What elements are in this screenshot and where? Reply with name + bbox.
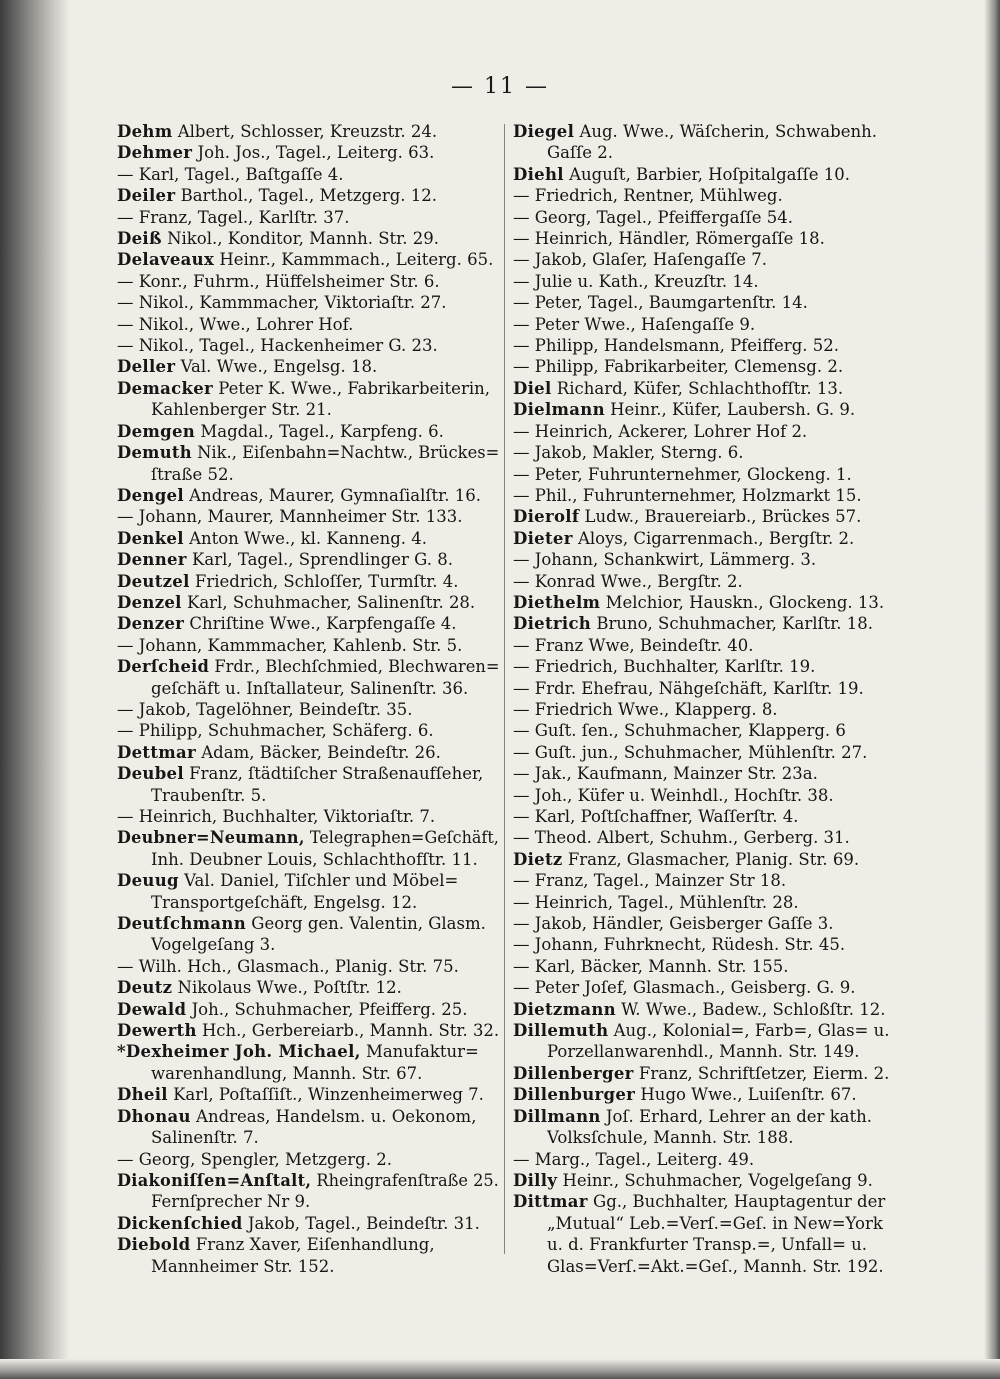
- directory-entry: [117, 827, 499, 848]
- entry-details: Magdal., Tagel., Karpfeng. 6.: [200, 421, 444, 441]
- entry-details: — Johann, Fuhrknecht, Rüdesh. Str. 45.: [513, 935, 846, 955]
- directory-entry: [117, 1213, 499, 1234]
- directory-entry: [513, 1256, 895, 1277]
- entry-details: — Jak., Kaufmann, Mainzer Str. 23a.: [513, 764, 818, 784]
- entry-details: Val. Wwe., Engelsg. 18.: [180, 357, 378, 377]
- directory-entry: [513, 356, 895, 377]
- entry-surname: Dietrich: [513, 614, 592, 634]
- directory-entry: [117, 699, 499, 720]
- entry-details: — Peter, Fuhrunternehmer, Glockeng. 1.: [513, 464, 852, 484]
- entry-details: Heinr., Kammmach., Leiterg. 65.: [219, 250, 494, 270]
- entry-details: Gg., Buchhalter, Hauptagentur der: [593, 1192, 886, 1212]
- directory-entry: [513, 378, 895, 399]
- entry-details: — Franz Wwe, Beindeſtr. 40.: [513, 635, 754, 655]
- page-right-edge: [984, 0, 1000, 1379]
- entry-details: Adam, Bäcker, Beindeſtr. 26.: [201, 742, 441, 762]
- directory-entry: [117, 1063, 499, 1084]
- entry-surname: Dettmar: [117, 742, 196, 762]
- directory-entry: [513, 1127, 895, 1148]
- entry-details: — Johann, Kammmacher, Kahlenb. Str. 5.: [117, 635, 463, 655]
- entry-details: — Konrad Wwe., Bergſtr. 2.: [513, 571, 743, 591]
- entry-details: Frdr., Blechſchmied, Blechwaren=: [214, 657, 500, 677]
- entry-details: Mannheimer Str. 152.: [151, 1256, 335, 1276]
- book-spine-shadow: [0, 0, 70, 1379]
- directory-entry: [513, 571, 895, 592]
- entry-details: Traubenſtr. 5.: [151, 785, 267, 805]
- directory-entry: [117, 870, 499, 891]
- entry-surname: Deutz: [117, 978, 173, 998]
- entry-details: Bruno, Schuhmacher, Karlſtr. 18.: [596, 614, 874, 634]
- entry-surname: Dielmann: [513, 400, 605, 420]
- entry-details: Auguſt, Barbier, Hoſpitalgaſſe 10.: [569, 164, 850, 184]
- entry-details: Fernſprecher Nr 9.: [151, 1192, 311, 1212]
- directory-entry: [117, 356, 499, 377]
- directory-entry: [117, 635, 499, 656]
- directory-entry: [513, 892, 895, 913]
- directory-entry: [513, 421, 895, 442]
- directory-entry: [513, 742, 895, 763]
- entry-surname: Dheil: [117, 1085, 168, 1105]
- directory-entry: [513, 528, 895, 549]
- entry-details: Val. Daniel, Tiſchler und Möbel=: [184, 871, 459, 891]
- directory-entry: [513, 1170, 895, 1191]
- directory-entry: [117, 314, 499, 335]
- entry-details: Vogelgeſang 3.: [151, 935, 276, 955]
- directory-entry: [117, 228, 499, 249]
- directory-entry: [513, 228, 895, 249]
- entry-surname: Dittmar: [513, 1192, 588, 1212]
- entry-surname: Demgen: [117, 421, 196, 441]
- entry-details: — Peter Wwe., Haſengaſſe 9.: [513, 314, 756, 334]
- entry-details: Jakob, Tagel., Beindeſtr. 31.: [247, 1213, 480, 1233]
- entry-details: Peter K. Wwe., Fabrikarbeiterin,: [218, 378, 490, 398]
- entry-details: Franz, Schriftſetzer, Eierm. 2.: [638, 1063, 890, 1083]
- directory-entry: [117, 720, 499, 741]
- directory-entry: [117, 849, 499, 870]
- entry-surname: *Dexheimer Joh. Michael,: [117, 1042, 361, 1062]
- entry-details: Franz Xaver, Eiſenhandlung,: [195, 1235, 435, 1255]
- directory-entry: [117, 399, 499, 420]
- entry-details: geſchäft u. Inſtallateur, Salinenſtr. 36.: [151, 678, 469, 698]
- directory-entry: [513, 485, 895, 506]
- directory-entry: [513, 763, 895, 784]
- directory-entry: [513, 335, 895, 356]
- entry-details: u. d. Frankfurter Transp.=, Unfall= u.: [547, 1235, 868, 1255]
- directory-entry: [117, 763, 499, 784]
- directory-entry: [513, 977, 895, 998]
- directory-entry: [117, 592, 499, 613]
- directory-entry: [117, 934, 499, 955]
- entry-details: Karl, Schuhmacher, Salinenſtr. 28.: [187, 592, 476, 612]
- entry-details: — Karl, Poſtſchaffner, Waſſerſtr. 4.: [513, 807, 799, 826]
- entry-surname: Deller: [117, 357, 176, 377]
- directory-entry: [513, 827, 895, 848]
- entry-details: — Jakob, Glaſer, Haſengaſſe 7.: [513, 250, 768, 270]
- directory-entry: [117, 421, 499, 442]
- directory-entry: [513, 656, 895, 677]
- entry-surname: Deutzel: [117, 571, 190, 591]
- entry-details: — Guſt. jun., Schuhmacher, Mühlenſtr. 27.: [513, 742, 868, 762]
- entry-surname: Dewald: [117, 999, 187, 1019]
- entry-details: „Mutual“ Leb.=Verſ.=Geſ. in New=York: [547, 1213, 883, 1233]
- directory-entry: [117, 956, 499, 977]
- right-column: [513, 121, 895, 1277]
- directory-entry: [117, 485, 499, 506]
- entry-details: — Joh., Küfer u. Weinhdl., Hochſtr. 38.: [513, 785, 834, 805]
- entry-surname: Deubel: [117, 764, 184, 784]
- entry-surname: Demacker: [117, 378, 214, 398]
- entry-details: — Friedrich, Buchhalter, Karlſtr. 19.: [513, 657, 816, 677]
- entry-details: Salinenſtr. 7.: [151, 1128, 259, 1148]
- entry-surname: Dengel: [117, 485, 184, 505]
- entry-details: — Heinrich, Händler, Römergaſſe 18.: [513, 229, 825, 249]
- entry-surname: Denzer: [117, 614, 185, 634]
- entry-details: Glas=Verſ.=Akt.=Geſ., Mannh. Str. 192.: [547, 1256, 884, 1276]
- entry-details: Heinr., Schuhmacher, Vogelgeſang 9.: [562, 1170, 873, 1190]
- directory-entry: [513, 1063, 895, 1084]
- entry-details: Anton Wwe., kl. Kanneng. 4.: [189, 528, 427, 548]
- directory-entry: [117, 142, 499, 163]
- entry-details: — Phil., Fuhrunternehmer, Holzmarkt 15.: [513, 485, 862, 505]
- entry-details: Aloys, Cigarrenmach., Bergſtr. 2.: [577, 528, 855, 548]
- entry-details: Transportgeſchäft, Engelsg. 12.: [151, 892, 418, 912]
- entry-details: — Jakob, Makler, Sterng. 6.: [513, 443, 744, 463]
- directory-entry: [513, 292, 895, 313]
- directory-entry: [513, 314, 895, 335]
- entry-surname: Derſcheid: [117, 657, 210, 677]
- entry-details: — Wilh. Hch., Glasmach., Planig. Str. 75.: [117, 956, 459, 976]
- entry-details: — Georg, Spengler, Metzgerg. 2.: [117, 1149, 392, 1169]
- entry-details: Hugo Wwe., Luiſenſtr. 67.: [640, 1085, 857, 1105]
- directory-entry: [513, 785, 895, 806]
- directory-entry: [513, 1084, 895, 1105]
- entry-details: — Frdr. Ehefrau, Nähgeſchäft, Karlſtr. 19.: [513, 678, 864, 698]
- entry-surname: Dietz: [513, 849, 563, 869]
- entry-details: Aug. Wwe., Wäſcherin, Schwabenh.: [579, 122, 877, 141]
- directory-entry: [513, 870, 895, 891]
- directory-entry: [117, 207, 499, 228]
- entry-details: Porzellanwarenhdl., Mannh. Str. 149.: [547, 1042, 860, 1062]
- directory-entry: [117, 1127, 499, 1148]
- entry-details: — Jakob, Tagelöhner, Beindeſtr. 35.: [117, 699, 413, 719]
- directory-entry: [513, 442, 895, 463]
- entry-surname: Deutſchmann: [117, 914, 247, 934]
- directory-entry: [513, 913, 895, 934]
- entry-details: Andreas, Maurer, Gymnaſialſtr. 16.: [189, 485, 481, 505]
- directory-entry: [117, 977, 499, 998]
- directory-entry: [117, 1234, 499, 1255]
- entry-surname: Dillemuth: [513, 1021, 609, 1041]
- entry-details: — Peter Joſef, Glasmach., Geisberg. G. 9.: [513, 978, 856, 998]
- entry-surname: Deiß: [117, 229, 162, 249]
- entry-details: — Philipp, Schuhmacher, Schäferg. 6.: [117, 721, 434, 741]
- entry-details: Barthol., Tagel., Metzgerg. 12.: [180, 186, 438, 206]
- entry-surname: Diegel: [513, 122, 575, 141]
- entry-surname: Delaveaux: [117, 250, 215, 270]
- entry-details: — Heinrich, Tagel., Mühlenſtr. 28.: [513, 892, 799, 912]
- entry-surname: Diakoniſſen=Anſtalt,: [117, 1170, 312, 1190]
- entry-details: — Philipp, Fabrikarbeiter, Clemensg. 2.: [513, 357, 844, 377]
- page-bottom-edge: [0, 1359, 1000, 1379]
- entry-details: Joh. Jos., Tagel., Leiterg. 63.: [197, 143, 435, 163]
- directory-entry: [117, 1191, 499, 1212]
- entry-details: Heinr., Küfer, Laubersh. G. 9.: [610, 400, 856, 420]
- entry-details: — Nikol., Tagel., Hackenheimer G. 23.: [117, 336, 438, 356]
- entry-details: W. Wwe., Badew., Schloßſtr. 12.: [621, 999, 886, 1019]
- entry-surname: Deubner=Neumann,: [117, 828, 305, 848]
- directory-entry: [117, 892, 499, 913]
- directory-entry: [117, 806, 499, 827]
- entry-details: — Jakob, Händler, Geisberger Gaſſe 3.: [513, 914, 834, 934]
- entry-surname: Dillenberger: [513, 1063, 634, 1083]
- entry-surname: Demuth: [117, 443, 192, 463]
- directory-entry: [513, 185, 895, 206]
- entry-details: Gaſſe 2.: [547, 143, 613, 163]
- directory-entry: [117, 528, 499, 549]
- directory-entry: [513, 142, 895, 163]
- directory-entry: [117, 464, 499, 485]
- directory-entry: [513, 1234, 895, 1255]
- directory-entry: [513, 956, 895, 977]
- entry-details: — Johann, Schankwirt, Lämmerg. 3.: [513, 550, 817, 570]
- entry-details: — Theod. Albert, Schuhm., Gerberg. 31.: [513, 828, 850, 848]
- directory-entry: [513, 207, 895, 228]
- directory-entry: [117, 1106, 499, 1127]
- directory-entry: [117, 678, 499, 699]
- directory-entry: [513, 934, 895, 955]
- directory-entry: [117, 1170, 499, 1191]
- directory-entry: [117, 785, 499, 806]
- left-column: [117, 121, 499, 1277]
- entry-surname: Dieter: [513, 528, 573, 548]
- entry-details: Karl, Poſtaſſiſt., Winzenheimerweg 7.: [173, 1085, 484, 1105]
- directory-entry: [513, 549, 895, 570]
- entry-details: — Georg, Tagel., Pfeiffergaſſe 54.: [513, 207, 793, 227]
- directory-entry: [513, 678, 895, 699]
- directory-entry: [117, 506, 499, 527]
- column-divider: [504, 124, 505, 1254]
- entry-surname: Diethelm: [513, 592, 601, 612]
- entry-details: Volksſchule, Mannh. Str. 188.: [547, 1128, 794, 1148]
- directory-entry: [513, 613, 895, 634]
- entry-surname: Dewerth: [117, 1021, 197, 1041]
- entry-details: — Franz, Tagel., Mainzer Str 18.: [513, 871, 787, 891]
- entry-surname: Dilly: [513, 1170, 558, 1190]
- entry-details: Franz, Glasmacher, Planig. Str. 69.: [567, 849, 860, 869]
- directory-entry: [117, 1256, 499, 1277]
- entry-details: — Karl, Tagel., Baſtgaſſe 4.: [117, 164, 344, 184]
- directory-entry: [513, 121, 895, 142]
- directory-entry: [117, 335, 499, 356]
- directory-entry: [513, 164, 895, 185]
- entry-details: — Guſt. ſen., Schuhmacher, Klapperg. 6: [513, 721, 846, 741]
- directory-entry: [513, 271, 895, 292]
- entry-details: Albert, Schlosser, Kreuzstr. 24.: [177, 122, 438, 141]
- entry-surname: Diebold: [117, 1235, 191, 1255]
- entry-details: Richard, Küfer, Schlachthofſtr. 13.: [556, 378, 844, 398]
- directory-entry: [513, 849, 895, 870]
- entry-details: Joh., Schuhmacher, Pfeifferg. 25.: [191, 999, 468, 1019]
- directory-entry: [117, 121, 499, 142]
- directory-entry: [513, 399, 895, 420]
- entry-surname: Diel: [513, 378, 552, 398]
- directory-entry: [117, 1084, 499, 1105]
- directory-entry: [117, 913, 499, 934]
- directory-entry: [117, 292, 499, 313]
- directory-entry: [117, 271, 499, 292]
- directory-entry: [117, 378, 499, 399]
- entry-details: — Peter, Tagel., Baumgartenſtr. 14.: [513, 293, 808, 313]
- directory-entry: [513, 720, 895, 741]
- entry-details: ſtraße 52.: [151, 464, 234, 484]
- entry-details: — Friedrich, Rentner, Mühlweg.: [513, 186, 783, 206]
- entry-details: Aug., Kolonial=, Farb=, Glas= u.: [613, 1021, 890, 1041]
- entry-details: Telegraphen=Geſchäft,: [309, 828, 499, 848]
- entry-details: — Nikol., Kammmacher, Viktoriaſtr. 27.: [117, 293, 447, 313]
- entry-surname: Dietzmann: [513, 999, 616, 1019]
- entry-surname: Dehm: [117, 122, 173, 141]
- entry-details: — Philipp, Handelsmann, Pfeifferg. 52.: [513, 336, 839, 356]
- entry-details: — Julie u. Kath., Kreuzſtr. 14.: [513, 271, 759, 291]
- entry-details: Chriſtine Wwe., Karpfengaſſe 4.: [189, 614, 457, 634]
- directory-entry: [513, 1213, 895, 1234]
- entry-details: Karl, Tagel., Sprendlinger G. 8.: [192, 550, 453, 570]
- entry-details: — Marg., Tagel., Leiterg. 49.: [513, 1149, 755, 1169]
- entry-details: — Franz, Tagel., Karlſtr. 37.: [117, 207, 350, 227]
- directory-entry: [513, 1106, 895, 1127]
- directory-entry: [117, 999, 499, 1020]
- directory-entry: [513, 699, 895, 720]
- entry-surname: Deiler: [117, 186, 176, 206]
- entry-details: Andreas, Handelsm. u. Oekonom,: [196, 1106, 477, 1126]
- directory-entry: [117, 185, 499, 206]
- entry-details: Joſ. Erhard, Lehrer an der kath.: [605, 1106, 873, 1126]
- entry-details: Franz, ſtädtiſcher Straßenaufſeher,: [189, 764, 484, 784]
- directory-entry: [117, 1149, 499, 1170]
- directory-entry: [513, 464, 895, 485]
- entry-details: — Heinrich, Ackerer, Lohrer Hof 2.: [513, 421, 808, 441]
- entry-details: Nik., Eiſenbahn=Nachtw., Brückes=: [197, 443, 500, 463]
- entry-surname: Dickenſchied: [117, 1213, 243, 1233]
- entry-details: Inh. Deubner Louis, Schlachthofſtr. 11.: [151, 849, 478, 869]
- directory-entry: [117, 742, 499, 763]
- directory-entry: [513, 592, 895, 613]
- entry-details: Hch., Gerbereiarb., Mannh. Str. 32.: [201, 1021, 500, 1041]
- entry-details: Georg gen. Valentin, Glasm.: [251, 914, 486, 934]
- entry-details: — Karl, Bäcker, Mannh. Str. 155.: [513, 956, 789, 976]
- directory-entry: [513, 506, 895, 527]
- entry-surname: Denkel: [117, 528, 184, 548]
- directory-entry: [513, 635, 895, 656]
- entry-details: warenhandlung, Mannh. Str. 67.: [151, 1063, 423, 1083]
- directory-entry: [513, 249, 895, 270]
- directory-entry: [513, 1149, 895, 1170]
- entry-surname: Dehmer: [117, 143, 193, 163]
- directory-entry: [117, 1041, 499, 1062]
- directory-entry: [117, 164, 499, 185]
- directory-entry: [117, 1020, 498, 1041]
- directory-entry: [513, 999, 895, 1020]
- entry-details: Manufaktur=: [365, 1042, 479, 1062]
- directory-entry: [117, 613, 499, 634]
- entry-details: — Heinrich, Buchhalter, Viktoriaſtr. 7.: [117, 807, 436, 826]
- entry-details: Ludw., Brauereiarb., Brückes 57.: [584, 507, 862, 527]
- entry-surname: Dillenburger: [513, 1085, 636, 1105]
- entry-details: — Johann, Maurer, Mannheimer Str. 133.: [117, 507, 463, 527]
- directory-entry: [117, 571, 499, 592]
- entry-details: Friedrich, Schloſſer, Turmſtr. 4.: [194, 571, 459, 591]
- entry-surname: Denzel: [117, 592, 182, 612]
- entry-details: Rheingrafenſtraße 25.: [316, 1170, 499, 1190]
- entry-surname: Denner: [117, 550, 187, 570]
- entry-surname: Diehl: [513, 164, 564, 184]
- entry-details: Kahlenberger Str. 21.: [151, 400, 332, 420]
- entry-surname: Dierolf: [513, 507, 580, 527]
- page-number: — 11 —: [451, 74, 549, 99]
- entry-surname: Dhonau: [117, 1106, 191, 1126]
- directory-entry: [513, 1020, 895, 1041]
- directory-entry: [117, 549, 499, 570]
- entry-details: — Friedrich Wwe., Klapperg. 8.: [513, 699, 778, 719]
- entry-details: — Konr., Fuhrm., Hüffelsheimer Str. 6.: [117, 271, 440, 291]
- entry-details: — Nikol., Wwe., Lohrer Hof.: [117, 314, 354, 334]
- directory-entry: [513, 1191, 895, 1212]
- directory-entry: [513, 1041, 895, 1062]
- directory-entry: [117, 249, 499, 270]
- directory-entry: [117, 442, 500, 463]
- directory-entry: [513, 806, 895, 827]
- directory-entry: [117, 656, 500, 677]
- entry-surname: Dillmann: [513, 1106, 601, 1126]
- entry-surname: Deuug: [117, 871, 179, 891]
- entry-details: Nikolaus Wwe., Poſtſtr. 12.: [177, 978, 402, 998]
- entry-details: Nikol., Konditor, Mannh. Str. 29.: [167, 229, 439, 249]
- entry-details: Melchior, Hauskn., Glockeng. 13.: [605, 592, 885, 612]
